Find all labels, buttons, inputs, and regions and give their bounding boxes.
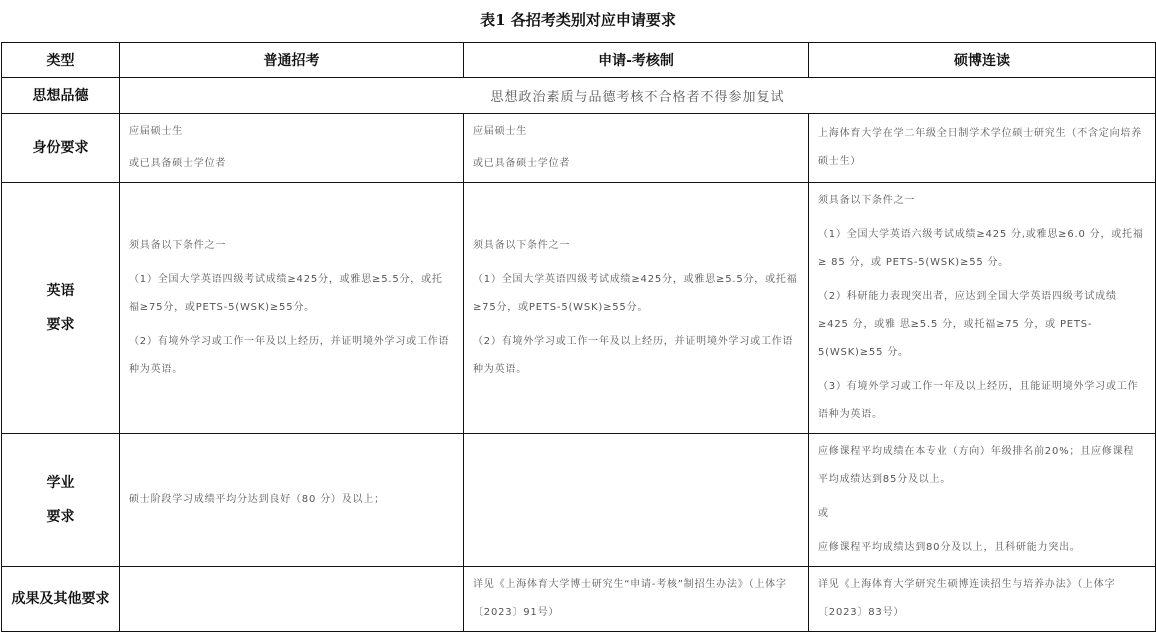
other-mdphd [809, 567, 1156, 632]
academic-mdphd-line: 或 [818, 508, 829, 519]
header-master-phd: 硕博连读 [809, 43, 1156, 78]
english-apply-line: （1）全国大学英语四级考试成绩≥425分，或雅思≥5.5分，或托福≥75分，或PETS-5(WSK)≥55分。 [473, 274, 798, 313]
row-morality [2, 78, 1156, 114]
header-type: 类型 [2, 43, 120, 78]
row-english [2, 183, 1156, 434]
row-label-identity: 身份要求 [2, 114, 120, 183]
identity-mdphd-line: 上海体育大学在学二年级全日制学术学位硕士研究生（不含定向培养硕士生） [818, 128, 1142, 167]
identity-apply-line: 或已具备硕士学位者 [473, 158, 571, 169]
academic-apply [464, 434, 809, 567]
academic-general-line: 硕士阶段学习成绩平均分达到良好（80 分）及以上； [129, 494, 385, 505]
header-apply-review: 申请-考核制 [464, 43, 809, 78]
english-apply [464, 183, 809, 434]
row-label-other: 成果及其他要求 [2, 567, 120, 632]
english-mdphd [809, 183, 1156, 434]
row-label-academic [2, 434, 120, 567]
english-general-line: （1）全国大学英语四级考试成绩≥425分，或雅思≥5.5分，或托福≥75分，或PETS-5(WSK)≥55分。 [129, 274, 443, 313]
english-apply-line: 须具备以下条件之一 [473, 240, 571, 251]
other-general [120, 567, 464, 632]
english-general-line: （2）有境外学习或工作一年及以上经历，并证明境外学习或工作语种为英语。 [129, 336, 450, 375]
row-label-english-line2: 要求 [46, 317, 75, 333]
row-label-english-line1: 英语 [46, 283, 75, 299]
english-general [120, 183, 464, 434]
english-mdphd-line: （2）科研能力表现突出者，应达到全国大学英语四级考试成绩≥425 分，或雅 思≥5.5 分，或托福≥75 分，或 PETS-5(WSK)≥55 分。 [818, 291, 1117, 358]
academic-mdphd [809, 434, 1156, 567]
identity-general-line: 应届硕士生 [129, 126, 183, 137]
header-row [2, 43, 1156, 78]
row-label-academic-line1: 学业 [46, 475, 75, 491]
english-general-line: 须具备以下条件之一 [129, 240, 227, 251]
academic-mdphd-line: 应修课程平均成绩达到80分及以上，且科研能力突出。 [818, 542, 1081, 553]
english-mdphd-line: （1）全国大学英语六级考试成绩≥425 分,或雅思≥6.0 分，或托福≥ 85 分，或 PETS-5(WSK)≥55 分。 [818, 229, 1144, 268]
row-label-english [2, 183, 120, 434]
header-general: 普通招考 [120, 43, 464, 78]
row-academic [2, 434, 1156, 567]
identity-apply [464, 114, 809, 183]
other-apply [464, 567, 809, 632]
table-title: 表1 各招考类别对应申请要求 [480, 11, 676, 29]
row-label-morality: 思想品德 [2, 78, 120, 114]
english-mdphd-line: （3）有境外学习或工作一年及以上经历，且能证明境外学习或工作语种为英语。 [818, 381, 1139, 420]
morality-requirement: 思想政治素质与品德考核不合格者不得参加复试 [120, 78, 1156, 114]
identity-apply-line: 应届硕士生 [473, 126, 527, 137]
row-identity [2, 114, 1156, 183]
requirements-table [1, 42, 1156, 632]
english-apply-line: （2）有境外学习或工作一年及以上经历，并证明境外学习或工作语种为英语。 [473, 336, 794, 375]
identity-mdphd [809, 114, 1156, 183]
academic-general [120, 434, 464, 567]
identity-general [120, 114, 464, 183]
identity-general-line: 或已具备硕士学位者 [129, 158, 227, 169]
academic-mdphd-line: 应修课程平均成绩在本专业（方向）年级排名前20%；且应修课程平均成绩达到85分及以上。 [818, 446, 1135, 485]
row-label-academic-line2: 要求 [46, 509, 75, 525]
row-other [2, 567, 1156, 632]
other-mdphd-line: 详见《上海体育大学研究生硕博连读招生与培养办法》（上体字〔2023〕83号） [818, 579, 1116, 618]
other-apply-line: 详见《上海体育大学博士研究生“申请-考核”制招生办法》（上体字〔2023〕91号） [473, 579, 787, 618]
english-mdphd-line: 须具备以下条件之一 [818, 195, 916, 206]
